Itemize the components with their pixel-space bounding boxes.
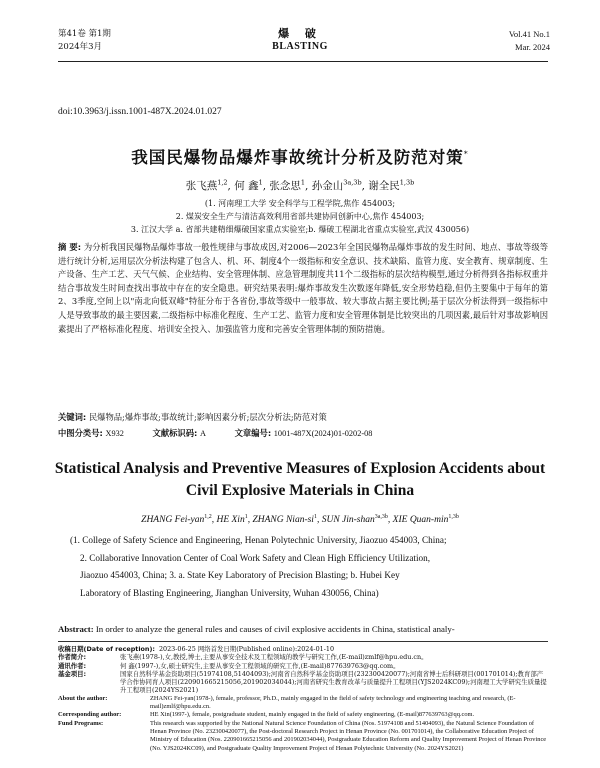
keywords-label: 关键词: [58, 412, 87, 422]
running-header-right [509, 28, 550, 54]
footnote-reception-date: 收稿日期(Date of reception): 2023-06-25 网络首发日期(Published online):2024-01-10 [58, 645, 335, 653]
abstract-cn [58, 241, 548, 336]
footnotes [58, 645, 548, 753]
footnote-author-bio-en: About the author: ZHANG Fei-yan(1978-), female, professor, Ph.D., mainly engaged in the field of safety technology and engineering teaching and research, (E-mail)zmlf@hpu.edu.cn. [58, 694, 516, 711]
clc-number: 中图分类号: X932 [58, 428, 124, 438]
title-en: Statistical Analysis and Preventive Measures of Explosion Accidents about Civil Explosive Materials in China [54, 460, 546, 499]
author-en: XIE Quan-$\min^{1,3b}$ [392, 514, 459, 526]
affiliation-cn: (1. 河南理工大学 安全科学与工程学院,焦作 454003; [204, 199, 396, 208]
abstract-en-label: Abstract: [58, 624, 94, 634]
title-footnote-mark: * [463, 149, 469, 159]
footnote-funding-en: Fund Programs: This research was supported by the National Natural Science Foundation of China (Nos. 51974108 and 51404093), the Natural Science Foundation of Henan Province (No. 232300420077), the Post-doctoral Research Project in Henan Province (No. 001701014), the Collaborative Education Project of Ministry of Education (Nos. 220901665215056 and 201902034044), Postgraduate Education Reform and Quality Improvement Project of Henan Province (No. YJS2024KC09), and Postgraduate Quality Improvement Project of Henan Polytechnic University (No. 2024YS2021) [58, 719, 547, 752]
header-divider [58, 61, 548, 62]
author-cn: 张飞燕$^{1,2}$ [185, 178, 228, 192]
author-cn: 孙金山$^{3a,3b}$ [311, 178, 362, 192]
footnote-corresponding-en: Corresponding author: HE Xin(1997-), female, postgraduate student, mainly engaged in the field of safety engineering, (E-mail)877639763@qq.com. [58, 711, 475, 719]
doi: doi:10.3963/j.issn.1001-487X.2024.01.027 [58, 107, 222, 117]
affiliation-en: 2. Collaborative Innovation Center of Coal Work Safety and Clean High Efficiency Utilization, [80, 552, 430, 563]
author-en: ZHANG Nian-$si^1$ [252, 514, 317, 526]
footnote-divider [58, 641, 548, 642]
journal-name-en: BLASTING [272, 41, 328, 52]
author-cn: 谢全民$^{1,3b}$ [368, 178, 415, 192]
affiliation-cn: 3. 江汉大学 a. 省部共建精细爆破国家重点实验室;b. 爆破工程湖北省重点实验室,武汉 430056) [130, 225, 470, 234]
footnote-corresponding-cn: 通讯作者: 何 鑫(1997-),女,硕士研究生,主要从事安全工程领域的研究工作,(E-mail)877639763@qq.com。 [58, 661, 400, 670]
abstract-en-text: In order to analyze the general rules and causes of civil explosive accidents in China, statistical analy- [95, 624, 455, 634]
affiliation-cn: 2. 煤炭安全生产与清洁高效利用省部共建协同创新中心,焦作 454003; [175, 212, 425, 221]
affiliations-en [70, 532, 540, 602]
article-number: 文章编号: 1001-487X(2024)01-0202-08 [234, 428, 373, 438]
author-en: SUN Jin-shan$^{3a,3b}$ [321, 514, 388, 526]
authors-en: ZHANG Fei-yan$^{1,2}$, HE Xin$^1$, ZHANG Nian-$si^1$, SUN Jin-shan$^{3a,3b}$, XIE Quan-$\min^{1,3b}$ [141, 514, 459, 526]
footnote-funding-cn: 基金项目: 国家自然科学基金资助项目(51974108,51404093);河南省自然科学基金资助项目(232300420077);河南省博士后科研项目(001701014);教育部产学合作协同育人项目(220901665215056,201902034044);河南省研究生教育改革与质量提升工程项目(YJS2024KC09);河南理工大学研究生质量提升工程项目(2024YS2021) [58, 669, 547, 695]
classification-row [58, 427, 548, 439]
title-cn [0, 144, 600, 168]
author-cn: 何 鑫$^1$ [234, 178, 263, 192]
affiliation-en: Jiaozuo 454003, China; 3. a. State Key Laboratory of Precision Blasting; b. Hubei Key [80, 570, 400, 580]
volume-issue-cn: 第41卷 第1期 [58, 29, 111, 39]
volume-issue-en: Vol.41 No.1 [508, 29, 550, 39]
authors-cn: 张飞燕$^{1,2}$, 何 鑫$^1$, 张念思$^1$, 孙金山$^{3a,3b}$, 谢全民$^{1,3b}$ [185, 178, 415, 192]
author-en: HE Xin$^1$ [216, 514, 248, 526]
author-cn: 张念思$^1$ [269, 178, 306, 192]
affiliation-en: Laboratory of Blasting Engineering, Jianghan University, Wuhan 430056, China) [80, 587, 379, 598]
abstract-en [58, 624, 548, 634]
footnote-author-bio-cn: 作者简介: 张飞燕(1978-),女,教授,博士,主要从事安全技术及工程领域的教学与研究工作,(E-mail)zmlf@hpu.edu.cn。 [58, 653, 428, 662]
affiliation-en: (1. College of Safety Science and Engineering, Henan Polytechnic University, Jiaozuo 454003, China; [70, 535, 447, 545]
abstract-cn-text: 为分析我国民爆物品爆炸事故一般性规律与事故成因,对2006—2023年全国民爆物品爆炸事故的发生时间、地点、事故等级等进行统计分析,运用层次分析法构建了包含人、机、环、制度4个一级指标和安全意识、技术缺陷、监管力度、安全教育、规章制度、生产设备、生产工艺、天气气候、企业结构、安全管理体制、应急管理制度共11个二级指标的层次结构模型,通过分析得到各指标权重并结合事故发生时间查找出事故中存在的安全隐患。研究结果表明:爆炸事故发生次数逐年降低,安全形势趋稳,但仍主要集中于每年的第2、3季度,空间上以"南北向低双峰"特征分布于各省份,事故等级中一般事故、较大事故占据主要比例;基于层次分析法得到一级指标中人是导致事故的最主要因素,二级指标中标准化程度、生产工艺、监管力度和安全管理体制是比较突出的几项因素,最后针对事故影响因素提出了严格标准化程度、培训安全投入、加强监管力度和完善安全管理体制的预防措施。 [58, 242, 548, 334]
abstract-cn-label: 摘 要: [58, 242, 82, 252]
date-en: Mar. 2024 [515, 42, 550, 52]
author-en: ZHANG Fei-yan$^{1,2}$ [141, 514, 212, 526]
document-code: 文献标识码: A [152, 428, 206, 438]
date-cn: 2024年3月 [58, 42, 103, 52]
keywords-text: 民爆物品;爆炸事故;事故统计;影响因素分析;层次分析法;防范对策 [88, 412, 327, 422]
journal-name-cn: 爆 破 [278, 27, 322, 40]
keywords-cn [58, 411, 548, 423]
title-cn-text: 我国民爆物品爆炸事故统计分析及防范对策 [131, 148, 464, 167]
